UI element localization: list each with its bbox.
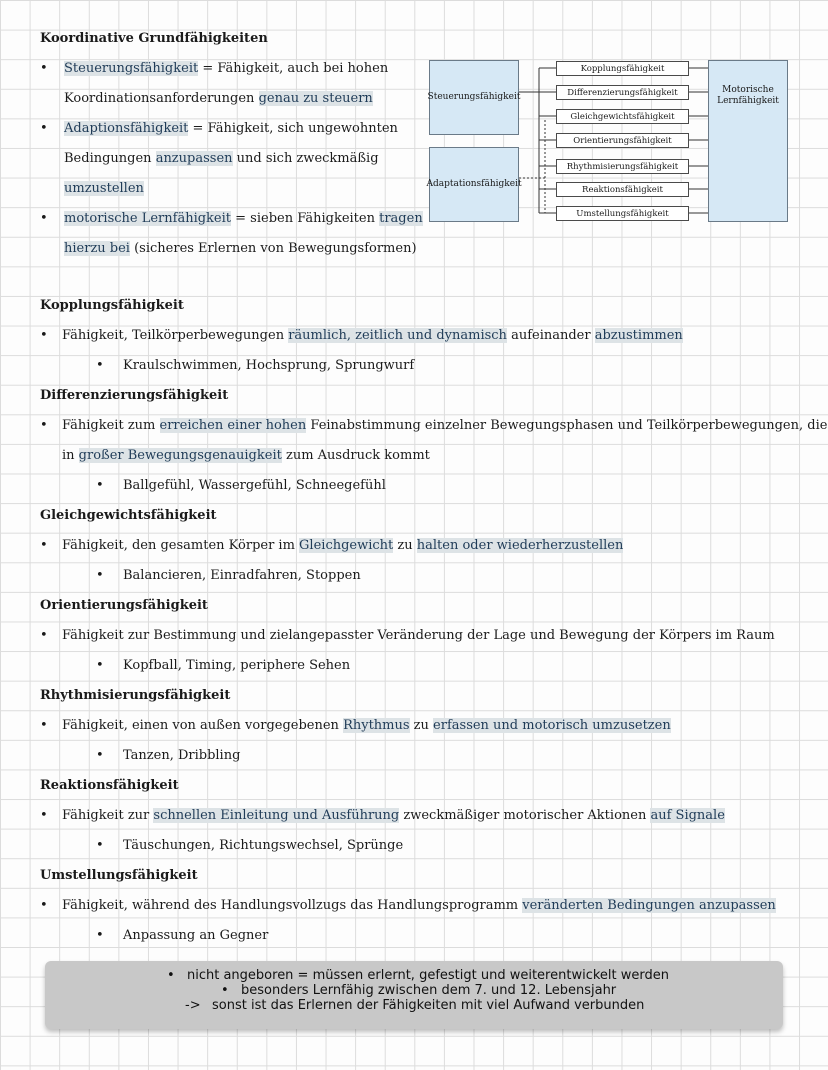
highlighted-text: Adaptionsfähigkeit [64,121,189,136]
line-text: Fähigkeit, den gesamten Körper im [62,538,300,553]
diagram-skill-box: Rhythmisierungsfähigkeit [556,159,689,174]
diagram-skill-box: Differenzierungsfähigkeit [556,85,689,100]
section-example: Balancieren, Einradfahren, Stoppen [123,568,361,583]
section-example: Tanzen, Dribbling [123,748,241,763]
highlighted-text: Steuerungsfähigkeit [64,61,199,76]
bullet-marker: • [96,928,104,943]
line-text: Fähigkeit, Teilkörperbewegungen [62,328,289,343]
diagram-skill-box: Umstellungsfähigkeit [556,206,689,221]
diagram-box-lernfaehigkeit: Motorische Lernfähigkeit [708,60,788,222]
section-example: Ballgefühl, Wassergefühl, Schneegefühl [123,478,386,493]
bullet-marker: • [40,121,48,136]
bullet-marker: • [96,838,104,853]
line-text: Fähigkeit, während des Handlungsvollzugs das Handlungsprogramm [62,898,523,913]
line-text: und sich zweckmäßig [232,151,379,166]
line-text: zu [393,538,417,553]
highlighted-text: genau zu steuern [258,91,373,106]
highlighted-text: tragen [379,211,423,226]
section-example: Kopfball, Timing, periphere Sehen [123,658,351,673]
note-line-3: sonst ist das Erlernen der Fähigkeiten mit viel Aufwand verbunden [212,998,645,1013]
highlighted-text: erfassen und motorisch umzusetzen [433,718,671,733]
section-description [62,808,725,824]
line-text: aufeinander [506,328,595,343]
highlighted-text: anzupassen [155,151,233,166]
intro-title: Koordinative Grundfähigkeiten [40,31,268,46]
section-example: Täuschungen, Richtungswechsel, Sprünge [123,838,404,853]
section-title: Kopplungsfähigkeit [40,298,184,313]
section-title: Differenzierungsfähigkeit [40,388,229,403]
diagram-skill-box: Orientierungsfähigkeit [556,133,689,148]
highlighted-text: abzustimmen [594,328,683,343]
bullet-marker: • [96,748,104,763]
line-text: Bedingungen [64,151,156,166]
section-description [62,448,430,464]
bullet-marker: • [96,568,104,583]
highlighted-text: räumlich, zeitlich und dynamisch [288,328,507,343]
line-text: (sicheres Erlernen von Bewegungsformen) [129,241,417,256]
line-text: in [62,448,79,463]
section-description [62,328,683,344]
note-line-1: nicht angeboren = müssen erlernt, gefestigt und weiterentwickelt werden [187,968,669,983]
section-description [62,628,775,644]
section-title: Orientierungsfähigkeit [40,598,208,613]
line-text: zum Ausdruck kommt [281,448,430,463]
highlighted-text: halten oder wiederherzustellen [416,538,624,553]
note-bullet-1: • [167,968,175,983]
diagram-box-steuerung: Steuerungsfähigkeit [429,60,519,135]
highlighted-text: schnellen Einleitung und Ausführung [153,808,400,823]
line-text: Fähigkeit, einen von außen vorgegebenen [62,718,344,733]
section-description [62,898,776,914]
highlighted-text: Gleichgewicht [299,538,394,553]
highlighted-text: erreichen einer hohen [159,418,307,433]
section-title: Umstellungsfähigkeit [40,868,198,883]
highlighted-text: veränderten Bedingungen anzupassen [522,898,776,913]
bullet-marker: • [40,211,48,226]
bullet-marker: • [40,418,48,433]
line-text: Fähigkeit zum [62,418,160,433]
diagram-skill-box: Reaktionsfähigkeit [556,182,689,197]
highlighted-text: hierzu bei [64,241,130,256]
highlighted-text: Rhythmus [343,718,410,733]
section-description [62,538,623,554]
diagram-skill-box: Gleichgewichtsfähigkeit [556,109,689,124]
diagram-box-adaptation: Adaptationsfähigkeit [429,147,519,222]
note-line-2: besonders Lernfähig zwischen dem 7. und 12. Lebensjahr [241,983,617,998]
section-example: Anpassung an Gegner [123,928,269,943]
line-text: = sieben Fähigkeiten [231,211,380,226]
bullet-marker: • [96,478,104,493]
line-text: zweckmäßiger motorischer Aktionen [399,808,651,823]
bullet-marker: • [40,61,48,76]
note-bullet-2: • [221,983,229,998]
highlighted-text: umzustellen [64,181,144,196]
section-title: Gleichgewichtsfähigkeit [40,508,217,523]
line-text: Fähigkeit zur [62,808,154,823]
line-text: zu [409,718,434,733]
section-title: Rhythmisierungsfähigkeit [40,688,231,703]
line-text: = Fähigkeit, sich ungewohnten [188,121,398,136]
bullet-marker: • [40,538,48,553]
section-description [62,418,827,434]
intro-line [64,241,417,257]
bullet-marker: • [96,358,104,373]
diagram-skill-box: Kopplungsfähigkeit [556,61,689,76]
highlighted-text: großer Bewegungsgenauigkeit [78,448,282,463]
bullet-marker: • [40,898,48,913]
highlighted-text: auf Signale [650,808,725,823]
bullet-marker: • [40,718,48,733]
summary-note [45,961,783,1029]
bullet-marker: • [40,328,48,343]
line-text: Fähigkeit zur Bestimmung und zielangepasster Veränderung der Lage und Bewegung der Körpers im Raum [62,628,775,643]
line-text: = Fähigkeit, auch bei hohen [198,61,389,76]
bullet-marker: • [96,658,104,673]
bullet-marker: • [40,808,48,823]
line-text: Koordinationsanforderungen [64,91,259,106]
section-title: Reaktionsfähigkeit [40,778,179,793]
highlighted-text: motorische Lernfähigkeit [64,211,232,226]
note-arrow: -> [185,998,201,1013]
diagram-connectors [0,0,828,240]
bullet-marker: • [40,628,48,643]
line-text: Feinabstimmung einzelner Bewegungsphasen und Teilkörperbewegungen, die [306,418,828,433]
section-description [62,718,671,734]
section-example: Kraulschwimmen, Hochsprung, Sprungwurf [123,358,415,373]
